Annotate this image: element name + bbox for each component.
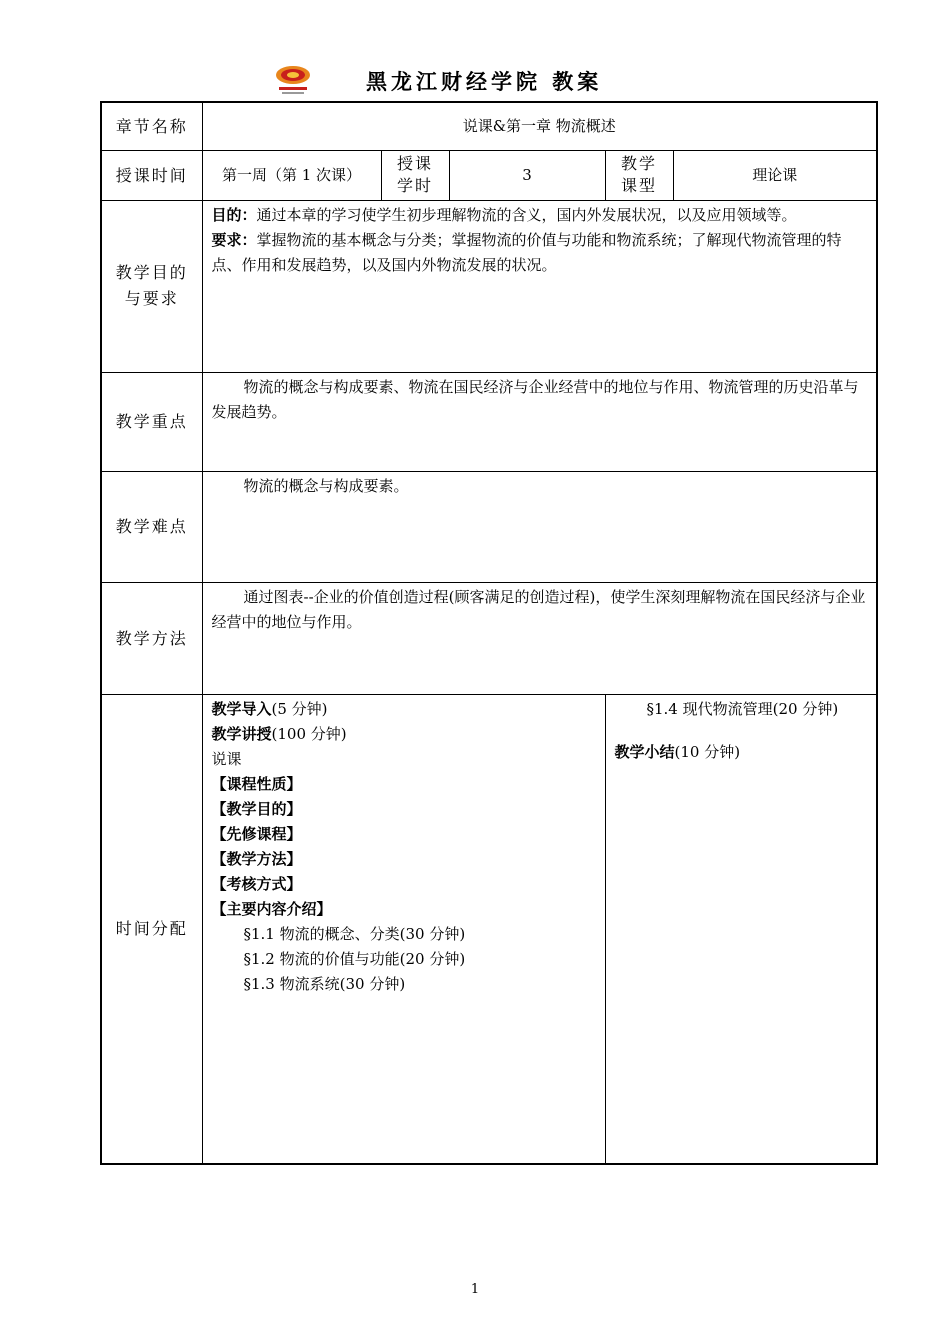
difficulty-content: 物流的概念与构成要素。	[202, 471, 877, 582]
key-label: 教学重点	[101, 372, 202, 471]
chapter-value: 说课&第一章 物流概述	[202, 102, 877, 150]
lesson-plan-table	[100, 101, 878, 1165]
section-item: §1.1 物流的概念、分类(30 分钟)	[243, 924, 466, 943]
hours-label: 授课 学时	[381, 150, 449, 200]
chapter-label: 章节名称	[101, 102, 202, 150]
hours-value: 3	[449, 150, 605, 200]
section-item: §1.2 物流的价值与功能(20 分钟)	[243, 949, 466, 968]
goal-row	[101, 200, 877, 372]
type-value: 理论课	[673, 150, 877, 200]
time-value: 第一周（第 1 次课）	[202, 150, 381, 200]
time-label: 授课时间	[101, 150, 202, 200]
shuoke-line: 说课	[211, 749, 242, 768]
page-number: 1	[470, 1282, 480, 1297]
outline-item: 【考核方式】	[211, 874, 302, 893]
chapter-row	[101, 102, 877, 150]
outline-item: 【先修课程】	[211, 824, 302, 843]
goal-label: 教学目的 与要求	[101, 200, 202, 372]
section-item: §1.4 现代物流管理(20 分钟)	[646, 699, 839, 718]
difficulty-label: 教学难点	[101, 471, 202, 582]
intro-line: 教学导入(5 分钟)	[211, 699, 328, 718]
key-points-row	[101, 372, 877, 471]
outline-item: 【教学方法】	[211, 849, 302, 868]
outline-item: 【主要内容介绍】	[211, 899, 332, 918]
allocation-left	[202, 694, 605, 1164]
time-allocation-row	[101, 694, 877, 1164]
type-label: 教学 课型	[605, 150, 673, 200]
page-title: 黑龙江财经学院 教案	[366, 69, 603, 94]
outline-item: 【教学目的】	[211, 799, 302, 818]
allocation-right	[605, 694, 877, 1164]
outline-item: 【课程性质】	[211, 774, 302, 793]
method-content: 通过图表--企业的价值创造过程(顾客满足的创造过程)，使学生深刻理解物流在国民经济与企业经营中的地位与作用。	[202, 582, 877, 694]
college-logo-icon	[273, 64, 313, 98]
allocation-label: 时间分配	[101, 694, 202, 1164]
page-header	[0, 60, 950, 100]
key-content: 物流的概念与构成要素、物流在国民经济与企业经营中的地位与作用、物流管理的历史沿革与发展趋势。	[202, 372, 877, 471]
teach-line: 教学讲授(100 分钟)	[211, 724, 347, 743]
schedule-row	[101, 150, 877, 200]
method-row	[101, 582, 877, 694]
goal-content: 目的：通过本章的学习使学生初步理解物流的含义，国内外发展状况，以及应用领域等。 要求：掌握物流的基本概念与分类；掌握物流的价值与功能和物流系统；了解现代物流管理的特点、作用和发展趋势，以及国内外物流发展的状况。	[202, 200, 877, 372]
section-item: §1.3 物流系统(30 分钟)	[243, 974, 406, 993]
difficulty-row	[101, 471, 877, 582]
method-label: 教学方法	[101, 582, 202, 694]
summary-line: 教学小结(10 分钟)	[614, 742, 741, 761]
